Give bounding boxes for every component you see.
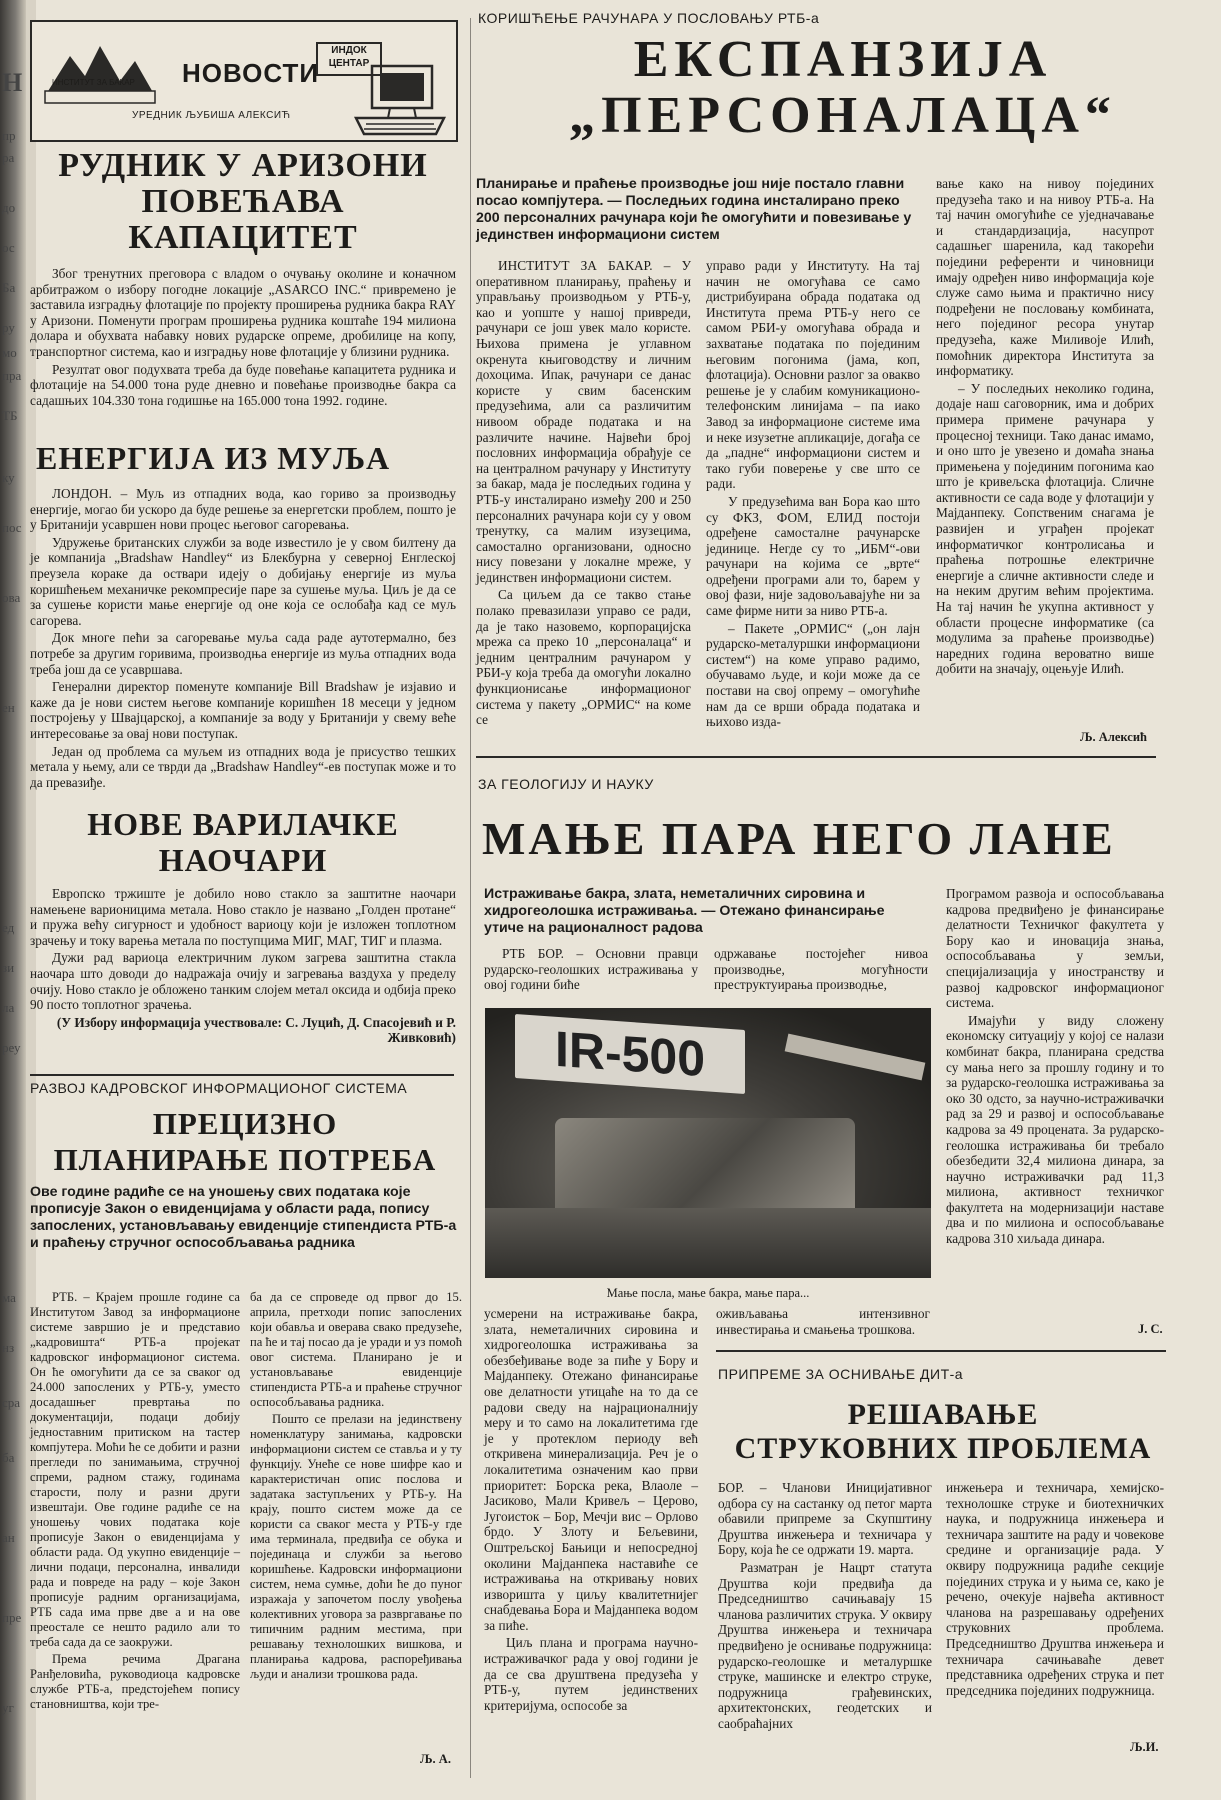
edge-letter: ма (2, 1290, 16, 1305)
planning-column-1 (30, 1290, 240, 1714)
computers-kicker: КОРИШЋЕЊЕ РАЧУНАРА У ПОСЛОВАЊУ РТБ-а (478, 10, 820, 26)
glasses-paragraph: Европско тржиште је добило ново стакло за заштитне наочари намењене варионицима метала. Ново стакло је названо „Голден протане“ и пружа већу сигурност и удобност вариоцу који је изложен топлотном зрачењу и току варења метала по поступцима МИГ, МАГ, ТИГ и плазма. (30, 886, 456, 948)
edge-letter: ра (2, 150, 15, 165)
arizona-body (30, 266, 456, 408)
geology-kicker: ЗА ГЕОЛОГИЈУ И НАУКУ (478, 776, 654, 792)
dit-column-1 (718, 1480, 932, 1734)
drill-rig-sign: IR-500 (515, 1014, 745, 1094)
computers-headline (478, 32, 1208, 144)
geology-paragraph: усмерени на истраживање бакра, злата, неметаличних сировина и хидрогеолошка истраживања за обезбеђивање воде за пиће у Бору и Мајданпеку. Отежано финансирање ове делатности утицаће на то да се радови сведу на најрационалнију меру и то само на локалитетима где је у протеклом периоду већ откривена минерализација. Реч је о локалитетима означеним као први приоритет: Борска река, Влаоле – Јасиково, Мали Кривељ – Церово, Југоисток – Бор, Мечји вис – Орлово брдо. У Злоту и Бељевини, Оштрељској Бањици и непосредној околини Мајданпека наставиће се истраживања на откривању нових изворишта у циљу квалитетнијег снабдевања Бора и Мајданпека водом за пиће. (484, 1306, 698, 1633)
geology-column-2-bottom (716, 1306, 930, 1339)
glasses-credit: (У Избору информација учествовале: С. Луцић, Д. Спасојевић и Р. Живковић) (56, 1014, 456, 1046)
dit-headline-line: СТРУКОВНИХ ПРОБЛЕМА (734, 1432, 1152, 1465)
arizona-headline-line: ПОВЕЋАВА (141, 183, 345, 220)
edge-letter: ру (2, 320, 15, 335)
photo-truck (485, 1208, 931, 1278)
planning-deck: Ове године радиће се на уношењу свих података које прописује Закон о евиденцијама у области рада, попису запослених, установљавању евиденције стипендиста РТБ-а и праћењу стручног оспособљавања радника (30, 1184, 457, 1251)
computers-paragraph: Са циљем да се такво стање полако превазилази управо се ради, да је тако назовемо, корпорацијска мрежа са преко 10 „персоналаца“ и једним централним рачунаром у РБИ-у која треба да омогући локално функционисање информационог система у пакету „ОРМИС“ на коме се (476, 587, 691, 728)
masthead-editor: УРЕДНИК ЉУБИША АЛЕКСИЋ (132, 110, 291, 121)
dit-paragraph: Разматран је Нацрт статута Друштва који предвиђа да Председништво сачињавају 15 чланова различитих струка. У оквиру Друштва инжењера и техничара предвиђено је оснивање подружница: рударско-геолошке и металуршке струке, машинске и електро струке, подружница грађевинских, архитектонских, геодетских и саобраћајних (718, 1559, 932, 1731)
page-column-divider (470, 18, 471, 1778)
photo-pipe (785, 1034, 926, 1081)
arizona-paragraph: Због тренутних преговора с владом о очувању околине и коначном арбитражом о избору погодне локације „ASARCO INC.“ привремено је заставила изградњу флотације по пројекту проширења рудника бакра RAY у Аризони. Поменути програм проширења рудника коштаће 194 милиона долара и обухвата набавку нових рударске опреме, дробилице на копу, транспортног система, као и изградњу нове флотације у близини рудника. (30, 266, 456, 359)
edge-letter: ла (2, 1000, 15, 1015)
geology-paragraph: Имајући у виду сложену економску ситуацију у којој се налази комбинат бакра, планирана средства су мања него за прошлу годину и то за рударско-геолошка истраживања за око 30 одсто, за научно-истраживачки рад за 29 и развој и оспособљавање кадрова за 49 процената. За рударско-геолошка истраживања би требало обезбедити 32,4 милиона динара, за научно истраживачки рад 11,3 милиона, активност техничког факултета на модернизацији наставе два и по милиона и оспособљавање кадрова 310 хиљада динара. (946, 1012, 1164, 1247)
edge-letter: Ба (2, 280, 16, 295)
edge-letter: ед (2, 920, 15, 935)
dit-headline-line: РЕШАВАЊЕ (847, 1398, 1039, 1431)
arizona-headline-line: РУДНИК У АРИЗОНИ (58, 147, 428, 184)
planning-article (30, 1080, 460, 1252)
dit-headline (718, 1398, 1168, 1466)
computers-article (478, 10, 1208, 144)
glasses-headline-line: НОВЕ ВАРИЛАЧКЕ (87, 806, 399, 842)
edge-letter: пре (2, 1610, 22, 1625)
geology-paragraph: Циљ плана и програма научно-истраживачког рада у овој години је да се сва друштвена предузећа у РТБ-у, путем јединствених критеријума, оспособе за (484, 1635, 698, 1713)
glasses-headline-line: НАОЧАРИ (158, 842, 328, 878)
welding-glasses-article (30, 806, 456, 1048)
planning-headline-line: ПРЕЦИЗНО (152, 1106, 338, 1141)
edge-letter: уг (2, 1700, 14, 1715)
novosti-masthead (30, 20, 458, 142)
glasses-body (30, 886, 456, 1046)
mud-paragraph: ЛОНДОН. – Муљ из отпадних вода, као гориво за производњу енергије, могао би ускоро да буде решење за енергетски проблем, пошто је у Британији усавршен нови процес његовог сагоревања. (30, 486, 456, 533)
planning-headline (30, 1106, 460, 1178)
mud-paragraph: Генерални директор поменуте компаније Bill Bradshaw је изјавио и каже да је нови систем његове компаније коришћен 18 месеци у једном постројењу у Швајцарској, а компаније за воду у Британији у свему веће интересовање за овај нови поступак. (30, 679, 456, 741)
edge-letter: зи (2, 960, 15, 975)
edge-letter: ова (2, 590, 21, 605)
planning-paragraph: РТБ. – Крајем прошле године са Институтом Завод за информационе системе завршио је и представио „кадровишта“ РТБ-а пројекат кадровског информационог система. Он ће омогућити да се за сваког од 24.000 запослених у РТБ-у, уместо досадашњег превртања по документацији, подаци добију једноставним притиском на тастер компјутера. Моћи ће се добити и разни прегледи по занимањима, стручној спреми, радном стажу, годинама старости, полу и разни други извештаји. Ове године радиће се на уношењу чових података које прописује Закон о евиденцијама у области рада. Од укупно евиденције – лични подаци, персонална, инвалиди рада и повреде на раду – које Закон прописује радним организацијама, РТБ сада има прве две а и на ове преостале се нешто радило али то треба сада да се заокружи. (30, 1290, 240, 1649)
dit-article (718, 1366, 1168, 1466)
computer-icon (350, 62, 450, 138)
computers-paragraph: – У последњих неколико година, додаје наш саговорник, има и добрих примера примене рачунара у процесној техници. Тако данас имамо, и оно што је увезено и домаћа знања примењена у појединим погонима као што је кривељска флотација. Сличне активности се сада воде у флотацији у Мајданпеку. Сопственим снагама је развијен и уграђен пројекат информатичког контролисања и праћења потрошње електричне енергије а сличне активности следе и на неким другим већим пројектима. На тај начин ће укупна активност у области процесне информатике (са модулима за праћење производње) наредних година вероватно више добити на значају, оцењује Илић. (936, 380, 1154, 677)
logo-text: ИНСТИТУТ ЗА БАКАР (52, 78, 135, 87)
computers-column-3 (936, 176, 1154, 679)
mud-energy-article (30, 440, 456, 792)
edge-letter: ен (2, 700, 15, 715)
geology-article (478, 776, 1178, 864)
computers-signature: Љ. Алексић (1080, 730, 1147, 744)
planning-signature: Љ. А. (420, 1752, 451, 1766)
computers-column-2 (706, 258, 920, 732)
section-rule (716, 1350, 1166, 1352)
edge-letter: ку (2, 470, 15, 485)
geology-column-1-top (484, 946, 698, 995)
edge-letter: пр (2, 128, 16, 143)
computers-paragraph: – Пакете „ОРМИС“ („он лајн рударско-металуршки информациони систем“) на коме управо радимо, обучавамо људе, и који може да се постави на свој опрему – омогућиће нам да се врши обрада података и њихово изда- (706, 620, 920, 730)
computers-deck: Планирање и праћење производње још није постало главни посао компјутера. — Последњих година инсталирано преко 200 персоналних рачунара који ће омогућити и повезивање у јединствен информациони систем (476, 176, 912, 243)
planning-kicker: РАЗВОЈ КАДРОВСКОГ ИНФОРМАЦИОНОГ СИСТЕМА (30, 1080, 408, 1096)
computers-paragraph: вање како на нивоу појединих предузећа тако и на нивоу РТБ-а. На тај начин омогућиће се уједначавање и стандардизација, насупрот садашњег шаренила, кад такорећи поједини референти и чиновници имају одређен ниво информација које служе само њима и практично нису подређени не пословању комбината, него појединог ресора унутар предузећа, каже Миливоје Илић, помоћник директора Института за информатику. (936, 176, 1154, 379)
edge-letter: ба (2, 1450, 15, 1465)
computers-headline-line: „ПЕРСОНАЛАЦА“ (569, 87, 1117, 144)
computers-paragraph: управо ради у Институту. На тај начин не омогућава се само дистрибуирана обрада података од Института према РТБ-у него се самом РБИ-у омогућава обрада и захватање података по појединим његовим погонима (јама, коп, флотација). Основни разлог за овакво решење је у слабим комуникационо-телефонским линијама – па иако Завод за информационе системе има и неке изузетне апликације, догађа се да „падне“ информациони систем и тако губи поверење у све што се ради. (706, 258, 920, 492)
geology-paragraph: РТБ БОР. – Основни правци рударско-геолошких истраживања у овој години биће (484, 946, 698, 993)
edge-letter: реу (2, 1040, 21, 1055)
geology-deck: Истраживање бакра, злата, неметаличних сировина и хидрогеолошка истраживања. — Отежано финансирање утиче на рационалност радова (484, 886, 885, 936)
edge-letter: нз (2, 1340, 15, 1355)
mud-paragraph: Један од проблема са муљем из отпадних вода је присуство тешких метала у њему, али се тврди да „Bradshaw Handley“-ев поступак може и то да превазиђе. (30, 743, 456, 790)
photo-caption: Мање посла, мање бакра, мање пара... (606, 1286, 810, 1300)
geology-paragraph: оживљавања интензивног инвестирања и смањења трошкова. (716, 1306, 930, 1337)
edge-letter: пос (2, 520, 22, 535)
planning-column-2 (250, 1290, 462, 1684)
arizona-paragraph: Резултат овог подухвата треба да буде повећање капацитета рудника и флотације на 54.000 тона руде дневно и повећање производње бакра са садашњих 104.330 тона годишње на 165.000 тона 1992. године. (30, 361, 456, 408)
geology-paragraph: Програмом развоја и оспособљавања кадрова предвиђено је финансирање делатности Техничког факултета у Бору као и иновација знања, оспособљавања у земљи, специјализација у иностранству и развој кадровског информационог система. (946, 886, 1164, 1011)
geology-column-1-bottom (484, 1306, 698, 1715)
computers-paragraph: ИНСТИТУТ ЗА БАКАР. – У оперативном планирању, праћењу и управљању производњом у РТБ-у, као и уопште у нашој привреди, рачунари се још увек мало користе. Њихова примена је углавном окренута књиговодству и личним дохоцима. Ипак, рачунари се данас користе у свим басенским предузећима, али са различитим нивоом обраде података и на различите начине. Највећи број пословних информација обрађује се на централном рачунару у Институту за бакар, мада је последњих година у РТБ-у инсталирано између 200 и 250 персоналних рачунара који су у овом тренутку, са малим изузецима, самостално организовани, односно нису повезани у локалне мреже, у јединствен информациони систем. (476, 258, 691, 585)
planning-paragraph: Пошто се прелази на јединствену номенклатуру занимања, кадровски информациони систем се ставља и у ту функцију. Унеће се нове шифре као и карактеристичан опис послова и задатака заступљених у РТБ-у. На крају, пошто систем може да се користи са сваког места у РТБ-у где има терминала, предвиђа се обука и појединаца и служби за његово коришћење. Кадровски информациони систем, нема сумње, доћи ће до пуног изражаја у започетом послу увођења колективних уговора за развргавање по типичним радним местима, при решавању технолошких вишкова, и планирања кадрова, распоређивања људи и анализи трошкова рада. (250, 1412, 462, 1681)
computers-column-1 (476, 258, 691, 730)
column-rule (30, 1074, 454, 1076)
edge-letter: до (2, 200, 16, 215)
dit-column-2 (946, 1480, 1164, 1700)
planning-paragraph: ба да се спроведе од првог до 15. априла, претходи попис запослених који обавља и оверава свако предузеће, па ће и тај посао да је уради и уз помоћ овог система. Планирано је и установљавање евиденције стипендиста РТБ-а и праћење стручног оспособљавања радника. (250, 1290, 462, 1409)
edge-letter: сра (2, 1395, 21, 1410)
institute-logo-icon (40, 36, 160, 106)
drill-rig-photo (485, 1008, 931, 1278)
computers-paragraph: У предузећима ван Бора као што су ФКЗ, ФОМ, ЕЛИД постоји одређене самосталне рачунарске јединице. Негде су то „ИБМ“-ови рачунари на којима се „врте“ одређени програми али то, барем у овој фази, није задовољавајуће ни за саме фирме нити за ниво РТБ-а. (706, 493, 920, 619)
mud-paragraph: Удружење британских служби за воде известило је у свом билтену да је компанија „Bradshaw Handley“ из Блекбурна у северној Енглеској преузела кораке да оствари идеју о добијању енергије из муља коришћењем механичке рекомпресије паре за сушење муља. Циљ је да се за сушење користи мање енергије од оне која се ослобађа кад се муљ сагорева. (30, 534, 456, 628)
geology-column-2-top (714, 946, 928, 995)
mud-body (30, 486, 456, 790)
edge-letter: ан (2, 1530, 15, 1545)
dit-paragraph: БОР. – Чланови Иницијативног одбора су на састанку од петог марта обавили припреме за Скупштину Друштва инжењера и техничара у Бору, која ће се одржати 19. марта. (718, 1480, 932, 1558)
arizona-headline (30, 148, 456, 256)
arizona-article (30, 148, 456, 410)
geology-paragraph: одржавање постојећег нивоа производње, могућности преструктуирања производње, (714, 946, 928, 993)
edge-letter: мо (2, 345, 17, 360)
mud-paragraph: Док многе пећи за сагоревање муља сада раде аутотермално, без потребе за другим горивима, производња енергије из муља отпадних вода треба још да се усавршава. (30, 630, 456, 677)
geology-column-3 (946, 886, 1164, 1249)
mud-headline: ЕНЕРГИЈА ИЗ МУЉА (36, 440, 391, 476)
dit-signature: Љ.И. (1130, 1740, 1159, 1754)
section-rule (476, 756, 1156, 758)
planning-paragraph: Према речима Драгана Ранђеловића, руководиоца кадровске службе РТБ-а, предстојећем попису становништва, који тре- (30, 1652, 240, 1711)
edge-letter: Н (2, 68, 23, 97)
arizona-headline-line: КАПАЦИТЕТ (128, 219, 358, 256)
glasses-paragraph: Дужи рад вариоца електричним луком загрева заштитна стакла наочара што доводи до надражаја очију и загревања ваздуха у пределу очију. Ново стакло је обложено танким слојем метал оксида и одбија преко 90 посто топлотног зрачења. (30, 950, 456, 1013)
geology-headline: МАЊЕ ПАРА НЕГО ЛАНЕ (482, 813, 1116, 864)
edge-letter: пра (2, 368, 22, 383)
masthead-title: НОВОСТИ (182, 58, 320, 88)
indok-badge: ИНДОК ЦЕНТАР (316, 42, 382, 76)
glasses-headline (30, 806, 456, 878)
computers-headline-line: ЕКСПАНЗИЈА (633, 31, 1053, 88)
geology-signature: Ј. С. (1138, 1322, 1163, 1336)
planning-headline-line: ПЛАНИРАЊЕ ПОТРЕБА (53, 1142, 437, 1177)
dit-kicker: ПРИПРЕМЕ ЗА ОСНИВАЊЕ ДИТ-а (718, 1366, 964, 1382)
edge-letter: ос (2, 240, 15, 255)
dit-paragraph: инжењера и техничара, хемијско-технолошке струке и биотехничких наука, и подружница инжењера и техничара заштите на раду и човекове средине и организације рада. У оквиру подружница радиће секције појединих струка и у њима се, како је речено, очекује највећа активност чланова на разрешавању одређених струковних проблема. Председништво Друштва инжењера и техничара сачињаваће девет представника одређених струка и пет председника појединих подружница. (946, 1480, 1164, 1698)
edge-letter: ТБ (2, 408, 18, 423)
